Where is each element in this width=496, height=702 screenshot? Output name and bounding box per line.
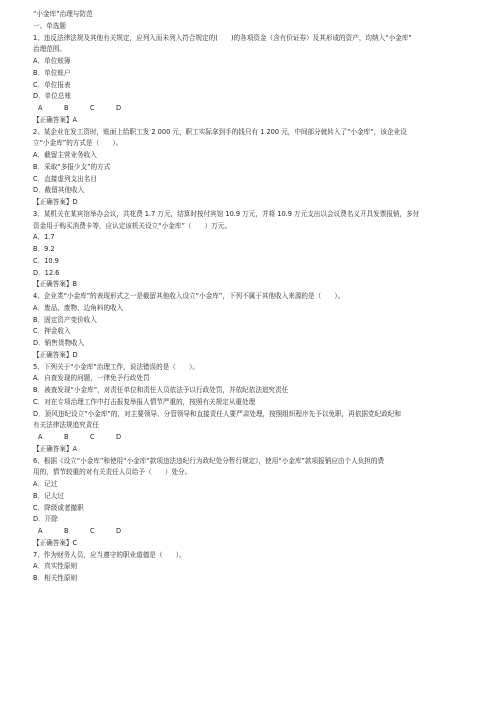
question-4-option-d: D．销售货物收入 [33, 339, 85, 347]
question-3-option-b: B．9.2 [33, 245, 55, 253]
question-6-option-c: C．降级或者撤职 [33, 503, 84, 512]
section-heading: 一、单选题 [33, 21, 66, 30]
question-6-stem-line1: 6、根据《设立“小金库”和使用“小金库”款项违法违纪行为政纪处分暂行规定》，使用“小金库”款项报销应由个人负担的费 [33, 456, 385, 465]
question-1-option-b: B．单位账户 [33, 68, 71, 77]
choice-letter-c: C [90, 104, 95, 112]
question-6-option-a: A．记过 [33, 480, 58, 488]
question-6-answer: 【正确答案】C [33, 538, 78, 547]
question-3-option-a: A．1.7 [33, 233, 55, 242]
question-1-option-a: A．单位账簿 [33, 57, 71, 65]
question-4-stem: 4、企业类“小金库”的表现形式之一是截留其他收入设立“小金库”，下列不属于其他收入来源的是（ ）。 [33, 292, 345, 300]
document-body [33, 9, 463, 585]
question-6-option-b: B．记大过 [33, 491, 64, 500]
question-2-stem-line1: 2、某企业在发工资时，账面上给职工发 2 000 元，职工实际拿到手的钱只有 1 200 元，中间部分就转入了“小金库”，该企业设 [33, 127, 407, 136]
choice-letter-a: A [38, 527, 43, 535]
choice-letter-c: C [90, 527, 95, 535]
question-1-stem-line2: 治理范围。 [33, 45, 66, 54]
question-3-stem-line2: 资金用于购买消费卡等，应认定该机关设立“小金库”（ ）万元。 [33, 221, 232, 230]
choice-letter-d: D [116, 104, 122, 112]
question-1-answer: 【正确答案】A [33, 115, 78, 124]
question-5-choice-letters [33, 432, 463, 444]
question-5-option-a: A．自查发现的问题，一律免予行政处罚 [33, 374, 150, 383]
question-2-option-d: D．截留其他收入 [33, 186, 85, 195]
question-4-answer: 【正确答案】D [33, 350, 78, 359]
document-title: “小金库”治理与防范 [33, 10, 93, 18]
question-5-option-d: D．顶风违纪设立“小金库”的，对主要领导、分管领导和直接责任人要严肃处理，按照组织程序先予以免职，再依据党纪政纪和 [33, 409, 401, 418]
question-2-option-b: B．采取“多报少支”的方式 [33, 162, 111, 171]
question-4-option-a: A．废品、废物、边角料的收入 [33, 303, 124, 312]
question-2-option-c: C．直接虚列支出名目 [33, 174, 97, 183]
question-2-option-a: A．截留主营业务收入 [33, 151, 97, 159]
question-6-stem-line2: 用的，情节较重的对有关责任人员给予（ ）处分。 [33, 468, 192, 477]
choice-letter-a: A [38, 433, 43, 441]
choice-letter-c: C [90, 433, 95, 441]
question-3-option-c: C．10.9 [33, 256, 59, 265]
question-1-option-d: D．单位总账 [33, 92, 72, 101]
question-7-stem: 7、作为财务人员，应当遵守的职业道德是（ ）。 [33, 550, 186, 559]
question-1-stem-line1: 1、违反法律法规及其他有关规定，应列入而未列入符合规定的( )的各项资金（含有价证券）及其形成的资产，均纳入“小金库” [33, 33, 412, 42]
question-3-answer: 【正确答案】B [33, 280, 78, 289]
question-5-option-b: B．被查发现“小金库”，对责任单位和责任人员依法予以行政处罚，并依纪依法追究责任 [33, 386, 289, 394]
question-3-option-d: D．12.6 [33, 268, 60, 277]
choice-letter-b: B [64, 527, 69, 535]
question-6-option-d: D．开除 [33, 515, 58, 524]
choice-letter-a: A [38, 104, 43, 112]
question-5-option-d-line2: 有关法律法规追究责任 [33, 421, 99, 430]
question-5-option-c: C．对在专项治理工作中打击报复举报人情节严重的，按照有关规定从重处理 [33, 397, 256, 406]
question-4-option-b: B．固定资产变价收入 [33, 315, 97, 324]
question-1-choice-letters [33, 103, 463, 115]
choice-letter-d: D [116, 433, 122, 441]
question-1-option-c: C．单位报表 [33, 80, 71, 89]
question-2-answer: 【正确答案】D [33, 198, 78, 206]
question-2-stem-line2: 立“小金库”的方式是（ ）。 [33, 139, 123, 148]
question-7-option-b: B．相关性原则 [33, 574, 78, 582]
question-6-choice-letters [33, 526, 463, 538]
question-4-option-c: C．押金收入 [33, 327, 71, 336]
question-5-answer: 【正确答案】A [33, 444, 78, 453]
question-3-stem-line1: 3、某机关在某宾馆举办会议，共花费 1.7 万元，结算时按付宾馆 10.9 万元，并将 10.9 万元支出以会议费名义开具发票报销，多付 [33, 209, 420, 218]
choice-letter-b: B [64, 104, 69, 112]
question-7-option-a: A．真实性原则 [33, 562, 78, 571]
choice-letter-b: B [64, 433, 69, 441]
question-5-stem: 5、下列关于“小金库”治理工作，说法错误的是（ ）。 [33, 362, 199, 371]
choice-letter-d: D [116, 527, 122, 535]
